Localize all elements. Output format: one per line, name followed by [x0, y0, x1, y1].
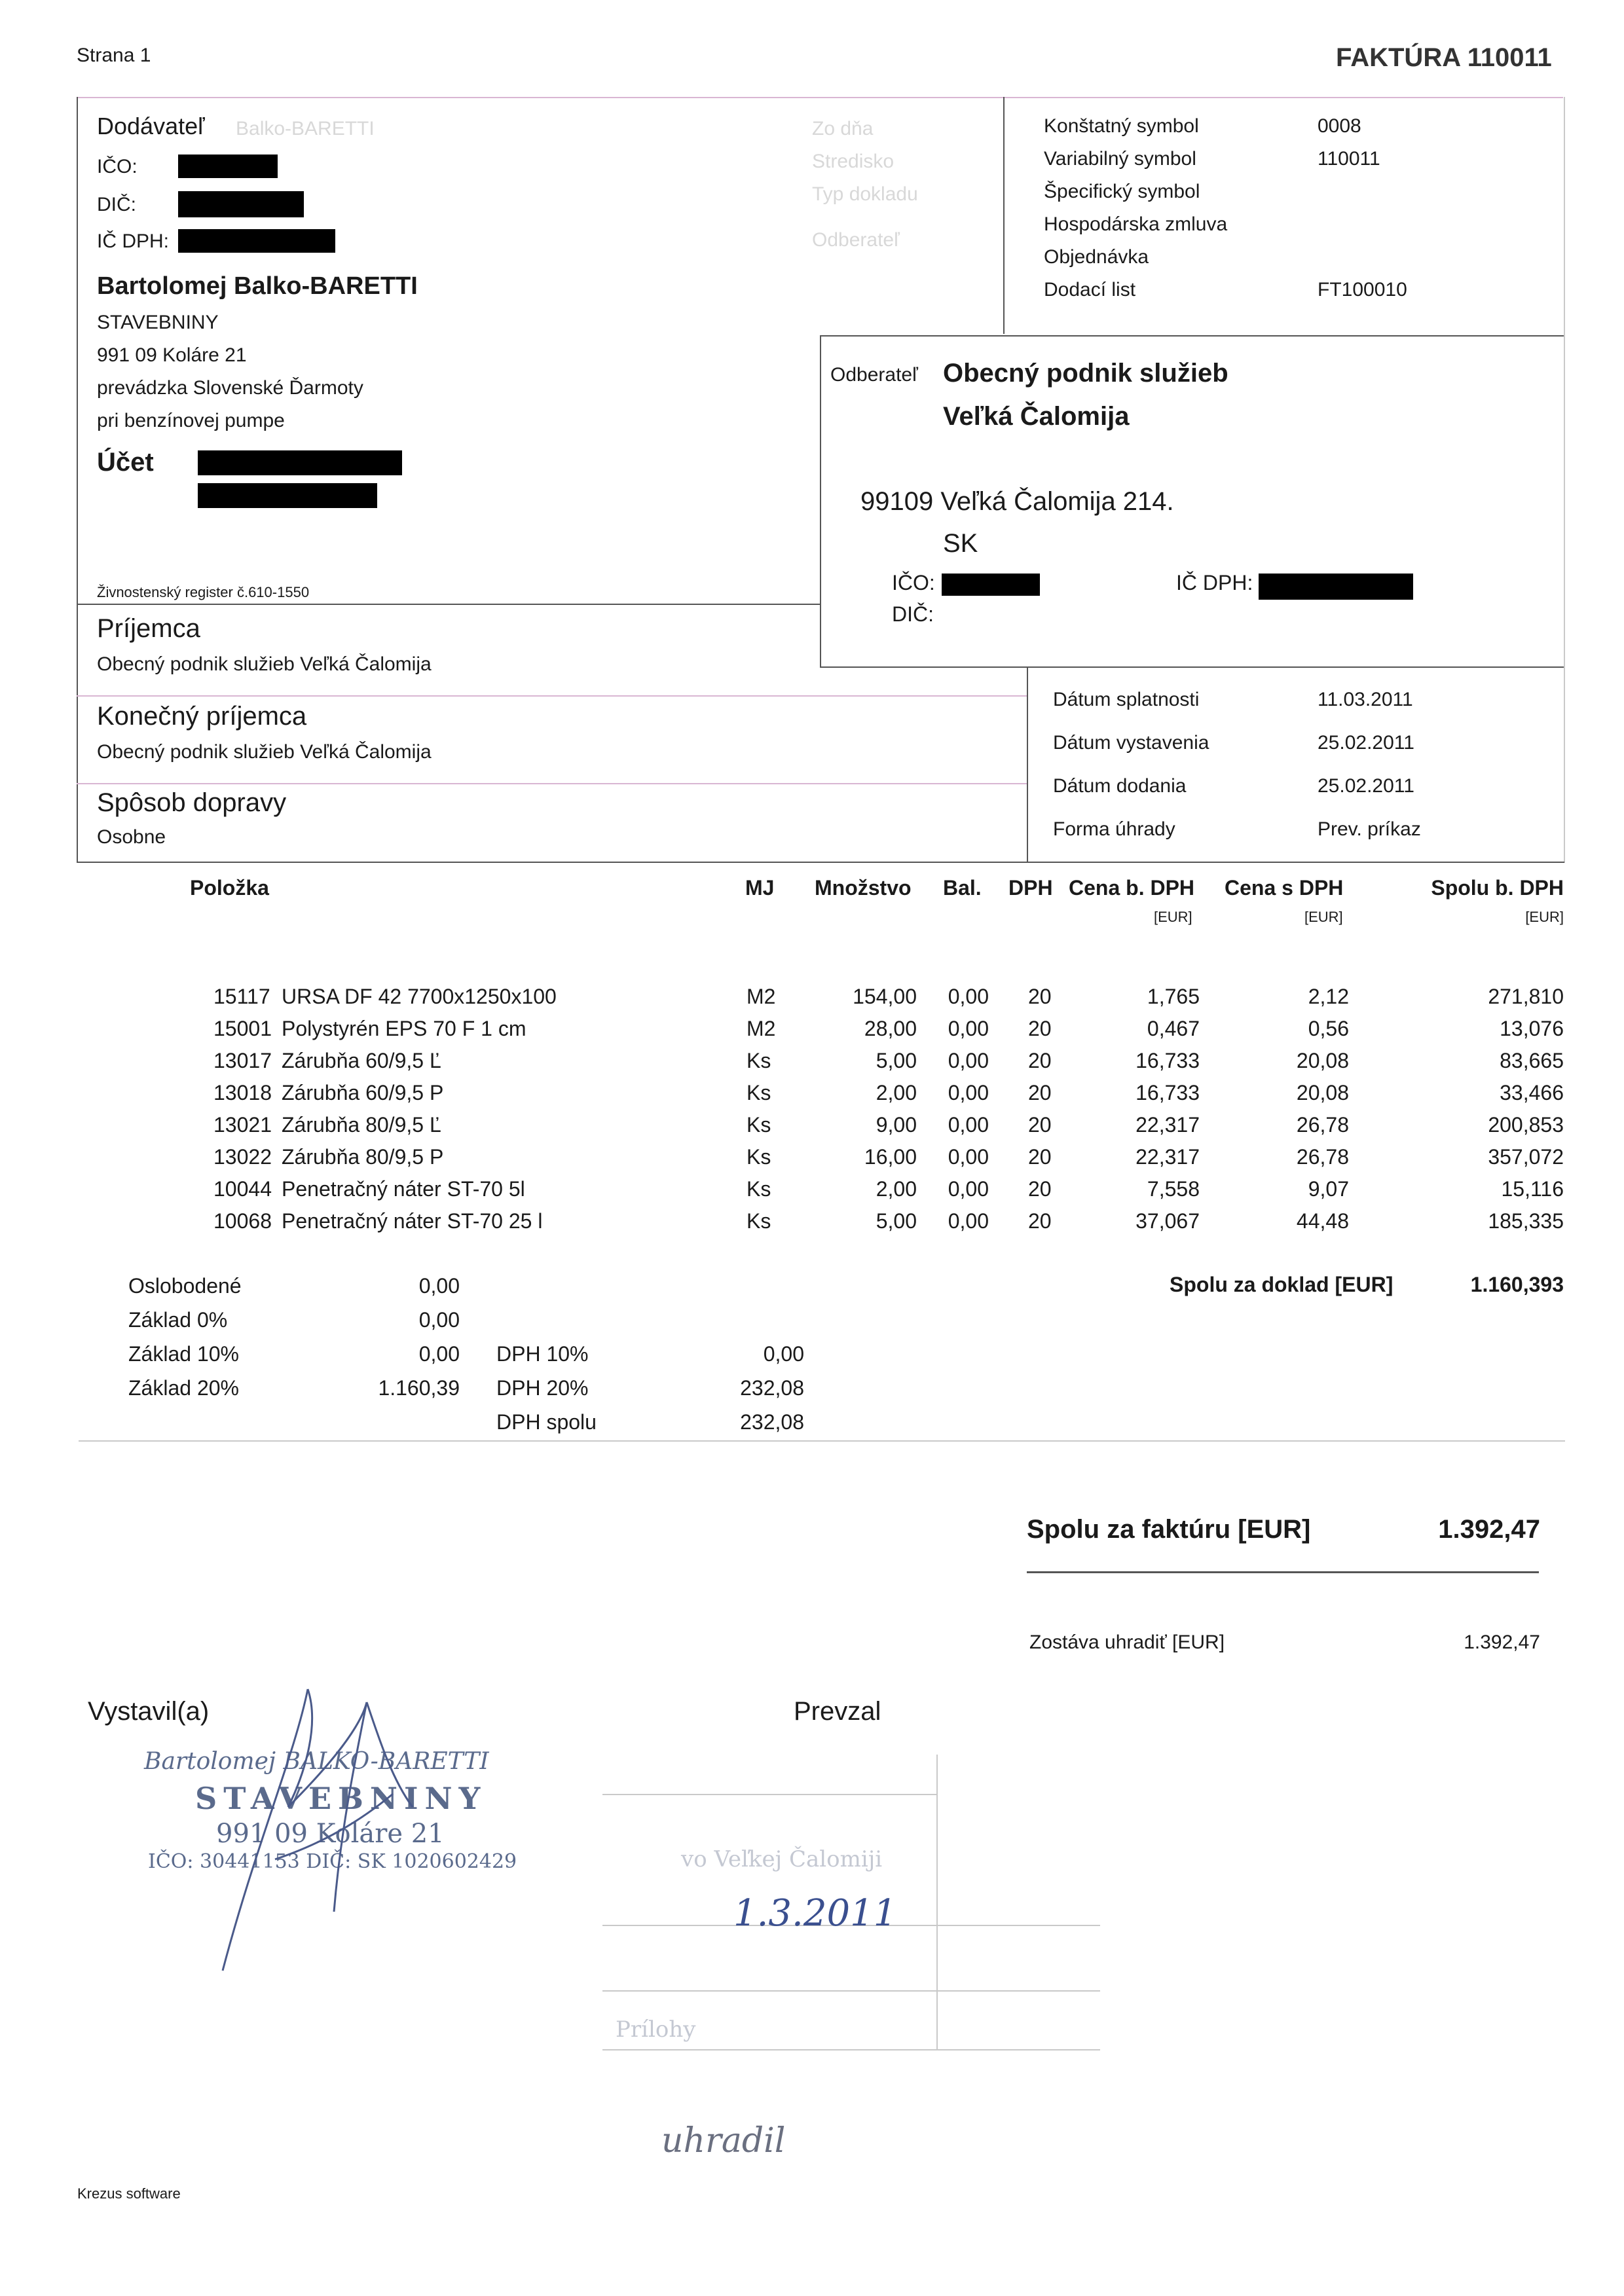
customer-address: 99109 Veľká Čalomija 214. [860, 487, 1174, 516]
redacted-icdph [178, 229, 335, 253]
base-value-20: 1.160,39 [378, 1376, 460, 1400]
payment-form-label: Forma úhrady [1053, 818, 1175, 840]
item-vat: 20 [1028, 1113, 1052, 1137]
item-name: Zárubňa 60/9,5 P [282, 1081, 444, 1104]
item-qty: 16,00 [864, 1145, 917, 1169]
item-vat: 20 [1028, 1049, 1052, 1072]
date-label-due: Dátum splatnosti [1053, 689, 1200, 710]
item-pack: 0,00 [948, 1113, 989, 1137]
customer-country: SK [943, 529, 978, 558]
vat-value-10: 0,00 [763, 1342, 804, 1366]
stamp-line-4: IČO: 30441153 DIČ: SK 1020602429 [148, 1850, 517, 1873]
final-recipient-heading: Konečný príjemca [97, 702, 307, 731]
vat-label-10: DPH 10% [496, 1342, 589, 1366]
supplier-heading: Dodávateľ [97, 113, 205, 139]
item-code: 13022 [213, 1145, 272, 1169]
item-vat: 20 [1028, 1145, 1052, 1169]
symbols-divider [1003, 97, 1005, 334]
page-label: Strana 1 [77, 45, 151, 66]
item-pack: 0,00 [948, 1081, 989, 1104]
item-price-net: 16,733 [1135, 1081, 1200, 1104]
item-price-gross: 26,78 [1296, 1113, 1349, 1137]
col-qty: Množstvo [815, 876, 912, 900]
item-unit: Ks [747, 1177, 771, 1201]
supplier-line-3: prevádzka Slovenské Ďarmoty [97, 377, 363, 399]
item-name: Zárubňa 60/9,5 Ľ [282, 1049, 441, 1072]
supplier-line-2: 991 09 Koláre 21 [97, 344, 247, 366]
item-price-net: 0,467 [1147, 1017, 1200, 1040]
item-price-gross: 0,56 [1308, 1017, 1349, 1040]
item-qty: 5,00 [876, 1049, 917, 1072]
customer-name-1: Obecný podnik služieb [943, 359, 1228, 388]
item-code: 13017 [213, 1049, 272, 1072]
remaining-label: Zostáva uhradiť [EUR] [1029, 1631, 1225, 1653]
item-code: 15001 [213, 1017, 272, 1040]
item-total: 357,072 [1488, 1145, 1564, 1169]
item-pack: 0,00 [948, 1049, 989, 1072]
base-value-exempt: 0,00 [418, 1274, 460, 1298]
date-value-issue: 25.02.2011 [1318, 732, 1414, 754]
item-code: 13018 [213, 1081, 272, 1104]
footer-software: Krezus software [77, 2185, 181, 2202]
item-unit: Ks [747, 1209, 771, 1233]
left-border [77, 97, 78, 863]
supplier-name: Bartolomej Balko-BARETTI [97, 272, 418, 300]
supplier-line-4: pri benzínovej pumpe [97, 410, 285, 431]
item-pack: 0,00 [948, 1017, 989, 1040]
table-top-rule [77, 862, 1564, 863]
item-qty: 2,00 [876, 1081, 917, 1104]
item-price-net: 1,765 [1147, 985, 1200, 1008]
customer-bottom-rule [820, 666, 1564, 668]
col-price-gross: Cena s DPH [1225, 876, 1344, 900]
payment-form-value: Prev. príkaz [1318, 818, 1421, 840]
base-label-0: Základ 0% [128, 1308, 228, 1332]
stamp-line-1: Bartolomej BALKO-BARETTI [144, 1748, 489, 1775]
symbol-label-4: Hospodárska zmluva [1044, 213, 1228, 235]
handwritten-note: uhradil [661, 2121, 786, 2160]
vat-label-20: DPH 20% [496, 1376, 589, 1400]
item-vat: 20 [1028, 1017, 1052, 1040]
item-qty: 2,00 [876, 1177, 917, 1201]
customer-name-2: Veľká Čalomija [943, 402, 1130, 431]
col-unit: MJ [745, 876, 775, 900]
item-unit: Ks [747, 1049, 771, 1072]
trade-register: Živnostenský register č.610-1550 [97, 584, 310, 600]
item-price-gross: 2,12 [1308, 985, 1349, 1008]
col-price-net: Cena b. DPH [1069, 876, 1195, 900]
item-vat: 20 [1028, 985, 1052, 1008]
final-recipient-value: Obecný podnik služieb Veľká Čalomija [97, 741, 432, 763]
account-label: Účet [97, 448, 154, 477]
symbol-label-3: Špecifický symbol [1044, 181, 1200, 202]
redacted-customer-ico [942, 574, 1040, 596]
vat-label-total: DPH spolu [496, 1410, 597, 1434]
doc-total-label: Spolu za doklad [EUR] [1170, 1273, 1393, 1296]
item-pack: 0,00 [948, 1177, 989, 1201]
date-value-delivery: 25.02.2011 [1318, 775, 1414, 797]
supplier-ico-label: IČO: [97, 156, 138, 177]
item-name: Zárubňa 80/9,5 Ľ [282, 1113, 441, 1137]
item-total: 83,665 [1500, 1049, 1564, 1072]
item-price-net: 37,067 [1135, 1209, 1200, 1233]
recipient-rule [77, 695, 1027, 697]
redacted-account-2 [198, 483, 377, 508]
redacted-ico [178, 155, 278, 178]
symbol-label-6: Dodací list [1044, 279, 1136, 301]
doc-total-value: 1.160,393 [1470, 1273, 1564, 1296]
symbol-label-1: Konštatný symbol [1044, 115, 1199, 137]
item-name: Polystyrén EPS 70 F 1 cm [282, 1017, 526, 1040]
invoice-total-label: Spolu za faktúru [EUR] [1027, 1515, 1311, 1544]
item-unit: M2 [747, 985, 776, 1008]
item-vat: 20 [1028, 1177, 1052, 1201]
base-label-20: Základ 20% [128, 1376, 239, 1400]
date-label-delivery: Dátum dodania [1053, 775, 1187, 797]
item-code: 13021 [213, 1113, 272, 1137]
base-value-0: 0,00 [418, 1308, 460, 1332]
item-unit: Ks [747, 1145, 771, 1169]
item-price-net: 16,733 [1135, 1049, 1200, 1072]
base-value-10: 0,00 [418, 1342, 460, 1366]
item-total: 33,466 [1500, 1081, 1564, 1104]
summary-rule [79, 1440, 1565, 1442]
item-pack: 0,00 [948, 985, 989, 1008]
item-pack: 0,00 [948, 1209, 989, 1233]
item-unit: Ks [747, 1113, 771, 1137]
date-label-issue: Dátum vystavenia [1053, 732, 1209, 754]
date-value-due: 11.03.2011 [1318, 689, 1413, 710]
item-total: 185,335 [1488, 1209, 1564, 1233]
dates-divider [1027, 668, 1028, 863]
received-by-label: Prevzal [794, 1697, 881, 1726]
item-pack: 0,00 [948, 1145, 989, 1169]
item-code: 10068 [213, 1209, 272, 1233]
customer-icdph-label: IČ DPH: [1176, 571, 1253, 594]
item-price-gross: 20,08 [1296, 1049, 1349, 1072]
base-label-10: Základ 10% [128, 1342, 239, 1366]
handwritten-signature [196, 1676, 471, 1990]
customer-dic-label: DIČ: [892, 602, 934, 626]
invoice-total-value: 1.392,47 [1438, 1515, 1540, 1544]
supplier-line-1: STAVEBNINY [97, 312, 219, 333]
symbol-label-5: Objednávka [1044, 246, 1149, 268]
item-price-gross: 44,48 [1296, 1209, 1349, 1233]
issued-by-label: Vystavil(a) [88, 1697, 210, 1726]
item-price-gross: 9,07 [1308, 1177, 1349, 1201]
remaining-value: 1.392,47 [1464, 1631, 1540, 1653]
item-unit: Ks [747, 1081, 771, 1104]
recipient-heading: Príjemca [97, 614, 200, 643]
col-total-currency: [EUR] [1525, 909, 1564, 925]
stamp-line-3: 991 09 Koláre 21 [216, 1819, 445, 1849]
item-total: 15,116 [1501, 1177, 1564, 1201]
item-qty: 9,00 [876, 1113, 917, 1137]
symbol-value-6: FT100010 [1318, 279, 1407, 301]
redacted-dic [178, 191, 304, 217]
base-label-exempt: Oslobodené [128, 1274, 242, 1298]
transport-heading: Spôsob dopravy [97, 788, 287, 817]
register-rule [77, 604, 820, 605]
item-name: URSA DF 42 7700x1250x100 [282, 985, 557, 1008]
item-name: Penetračný náter ST-70 25 l [282, 1209, 543, 1233]
vat-value-total: 232,08 [740, 1410, 804, 1434]
item-qty: 154,00 [853, 985, 917, 1008]
col-pack: Bal. [943, 876, 982, 900]
item-code: 15117 [213, 985, 270, 1008]
supplier-icdph-label: IČ DPH: [97, 230, 170, 252]
item-vat: 20 [1028, 1209, 1052, 1233]
item-qty: 5,00 [876, 1209, 917, 1233]
header-rule [77, 97, 1563, 98]
item-price-gross: 20,08 [1296, 1081, 1349, 1104]
customer-label: Odberateľ [830, 364, 918, 386]
customer-left-rule [820, 335, 821, 668]
col-vat: DPH [1008, 876, 1053, 900]
col-item: Položka [190, 876, 269, 900]
vat-value-20: 232,08 [740, 1376, 804, 1400]
item-unit: M2 [747, 1017, 776, 1040]
item-vat: 20 [1028, 1081, 1052, 1104]
symbol-value-1: 0008 [1318, 115, 1361, 137]
col-price-gross-currency: [EUR] [1304, 909, 1343, 925]
symbol-value-2: 110011 [1318, 148, 1380, 170]
stamp-line-2: STAVEBNINY [195, 1781, 487, 1816]
item-code: 10044 [213, 1177, 272, 1201]
item-name: Penetračný náter ST-70 5l [282, 1177, 525, 1201]
item-total: 13,076 [1500, 1017, 1564, 1040]
col-price-net-currency: [EUR] [1154, 909, 1192, 925]
supplier-dic-label: DIČ: [97, 194, 136, 215]
recipient-value: Obecný podnik služieb Veľká Čalomija [97, 653, 432, 675]
item-price-net: 22,317 [1135, 1113, 1200, 1137]
item-qty: 28,00 [864, 1017, 917, 1040]
invoice-title: FAKTÚRA 110011 [1336, 43, 1552, 72]
item-price-net: 7,558 [1147, 1177, 1200, 1201]
invoice-total-rule [1027, 1571, 1539, 1573]
transport-rule [77, 783, 1027, 784]
redacted-account-1 [198, 450, 402, 475]
col-total-net: Spolu b. DPH [1431, 876, 1564, 900]
customer-ico-label: IČO: [892, 571, 935, 594]
item-total: 271,810 [1488, 985, 1564, 1008]
customer-top-rule [820, 335, 1564, 337]
item-price-gross: 26,78 [1296, 1145, 1349, 1169]
item-price-net: 22,317 [1135, 1145, 1200, 1169]
right-border [1564, 97, 1565, 863]
redacted-customer-icdph [1259, 574, 1413, 600]
transport-value: Osobne [97, 826, 166, 848]
item-name: Zárubňa 80/9,5 P [282, 1145, 444, 1169]
item-total: 200,853 [1488, 1113, 1564, 1137]
receipt-date: 1.3.2011 [733, 1892, 897, 1935]
symbol-label-2: Variabilný symbol [1044, 148, 1196, 170]
